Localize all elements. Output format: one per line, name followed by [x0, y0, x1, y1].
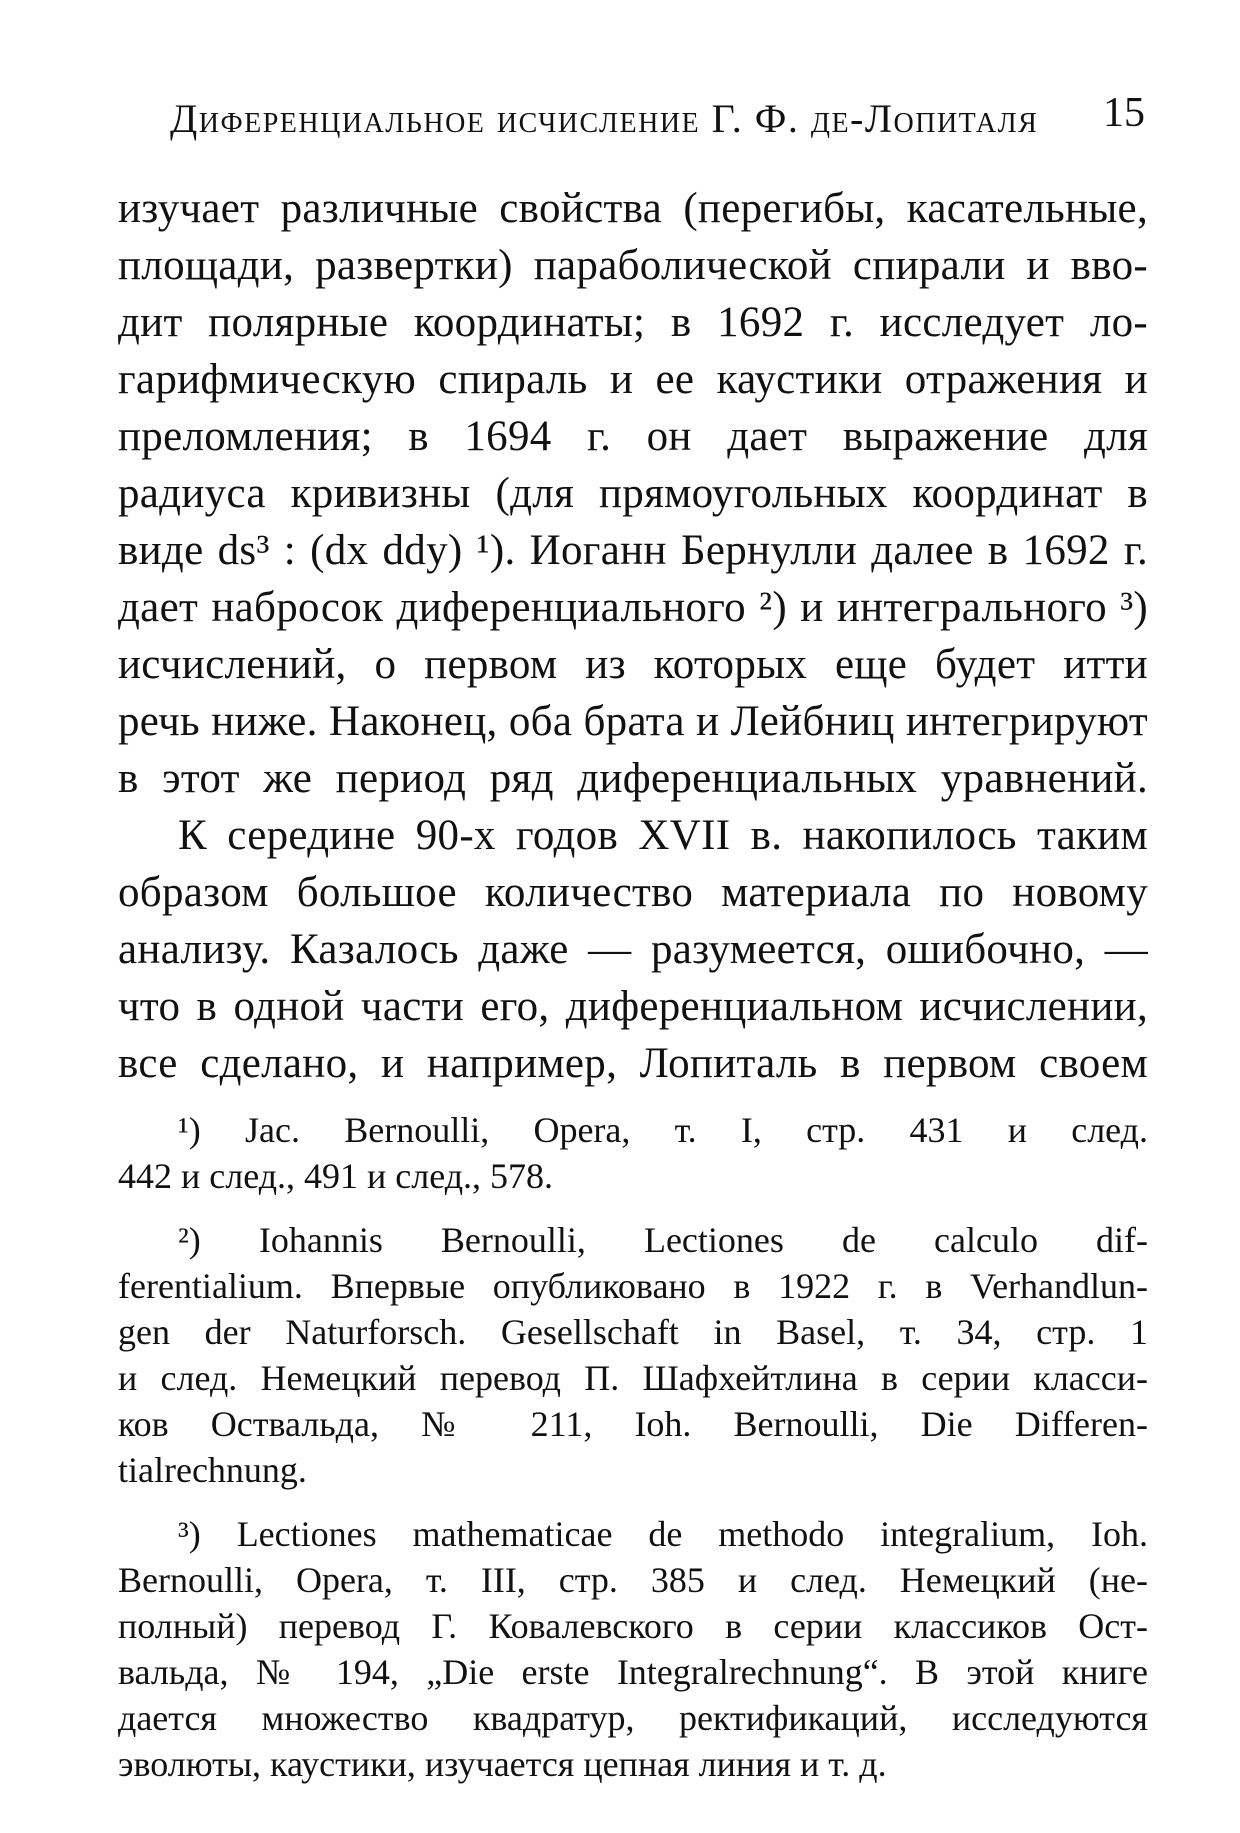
footnote-line: ¹) Jac. Bernoulli, Opera, т. I, стр. 431 и след. [178, 1110, 1148, 1150]
footnote-line: Bernoulli, Opera, т. III, стр. 385 и след. Немецкий (не- [118, 1560, 1148, 1600]
footnote-line: эволюты, каустики, изучается цепная линия и т. д. [118, 1744, 887, 1784]
text-line: исчислений, о первом из которых еще будет итти [118, 641, 1148, 688]
running-head: Диференциальное исчисление Г. Ф. де-Лопиталя [170, 96, 1039, 141]
text-line: виде ds³ : (dx ddy) ¹). Иоганн Бернулли далее в 1692 г. [118, 527, 1148, 574]
text-line: гарифмическую спираль и ее каустики отражения и [118, 356, 1148, 403]
footnote-line: ²) Iohannis Bernoulli, Lectiones de calculo dif- [178, 1220, 1148, 1260]
text-line: все сделано, и например, Лопиталь в первом своем [118, 1040, 1148, 1087]
page-number: 15 [1103, 90, 1145, 136]
text-line: преломления; в 1694 г. он дает выражение для [118, 413, 1148, 460]
text-line: анализу. Казалось даже — разумеется, ошибочно, — [118, 926, 1148, 973]
text-line: дит полярные координаты; в 1692 г. исследует ло- [118, 299, 1148, 346]
footnote-line: gen der Naturforsch. Gesellschaft in Basel, т. 34, стр. 1 [118, 1312, 1148, 1352]
footnote-1 [118, 1107, 1148, 1199]
footnote-3 [118, 1511, 1148, 1787]
footnote-line: полный) перевод Г. Ковалевского в серии классиков Ост- [118, 1606, 1148, 1646]
text-line: в этот же период ряд диференциальных уравнений. [118, 755, 1148, 802]
footnote-line: и след. Немецкий перевод П. Шафхейтлина в серии класси- [118, 1358, 1148, 1398]
footnote-line: 442 и след., 491 и след., 578. [118, 1156, 554, 1196]
footnote-line: ³) Lectiones mathematicae de methodo integralium, Ioh. [178, 1514, 1148, 1554]
footnote-line: вальда, № 194, „Die erste Integralrechnung“. В этой книге [118, 1652, 1148, 1692]
text-line: речь ниже. Наконец, оба брата и Лейбниц интегрируют [118, 698, 1148, 745]
text-line: площади, развертки) параболической спирали и вво- [118, 242, 1148, 289]
footnote-line: ков Оствальда, № 211, Ioh. Bernoulli, Die Differen- [118, 1404, 1148, 1444]
footnote-2 [118, 1217, 1148, 1493]
text-line: изучает различные свойства (перегибы, касательные, [118, 185, 1148, 232]
footnote-line: дается множество квадратур, ректификаций, исследуются [118, 1698, 1148, 1738]
main-text [118, 180, 1148, 1092]
footnotes [118, 1107, 1148, 1787]
text-line: К середине 90-х годов XVII в. накопилось таким [178, 812, 1148, 859]
text-line: дает набросок диференциального ²) и интегрального ³) [118, 584, 1148, 631]
text-line: что в одной части его, диференциальном исчислении, [118, 983, 1148, 1030]
text-line: радиуса кривизны (для прямоугольных координат в [118, 470, 1148, 517]
text-line: образом большое количество материала по новому [118, 869, 1148, 916]
footnote-line: tialrechnung. [118, 1450, 307, 1490]
footnote-line: ferentialium. Впервые опубликовано в 1922 г. в Verhandlun- [118, 1266, 1148, 1306]
page-header [170, 90, 1145, 145]
